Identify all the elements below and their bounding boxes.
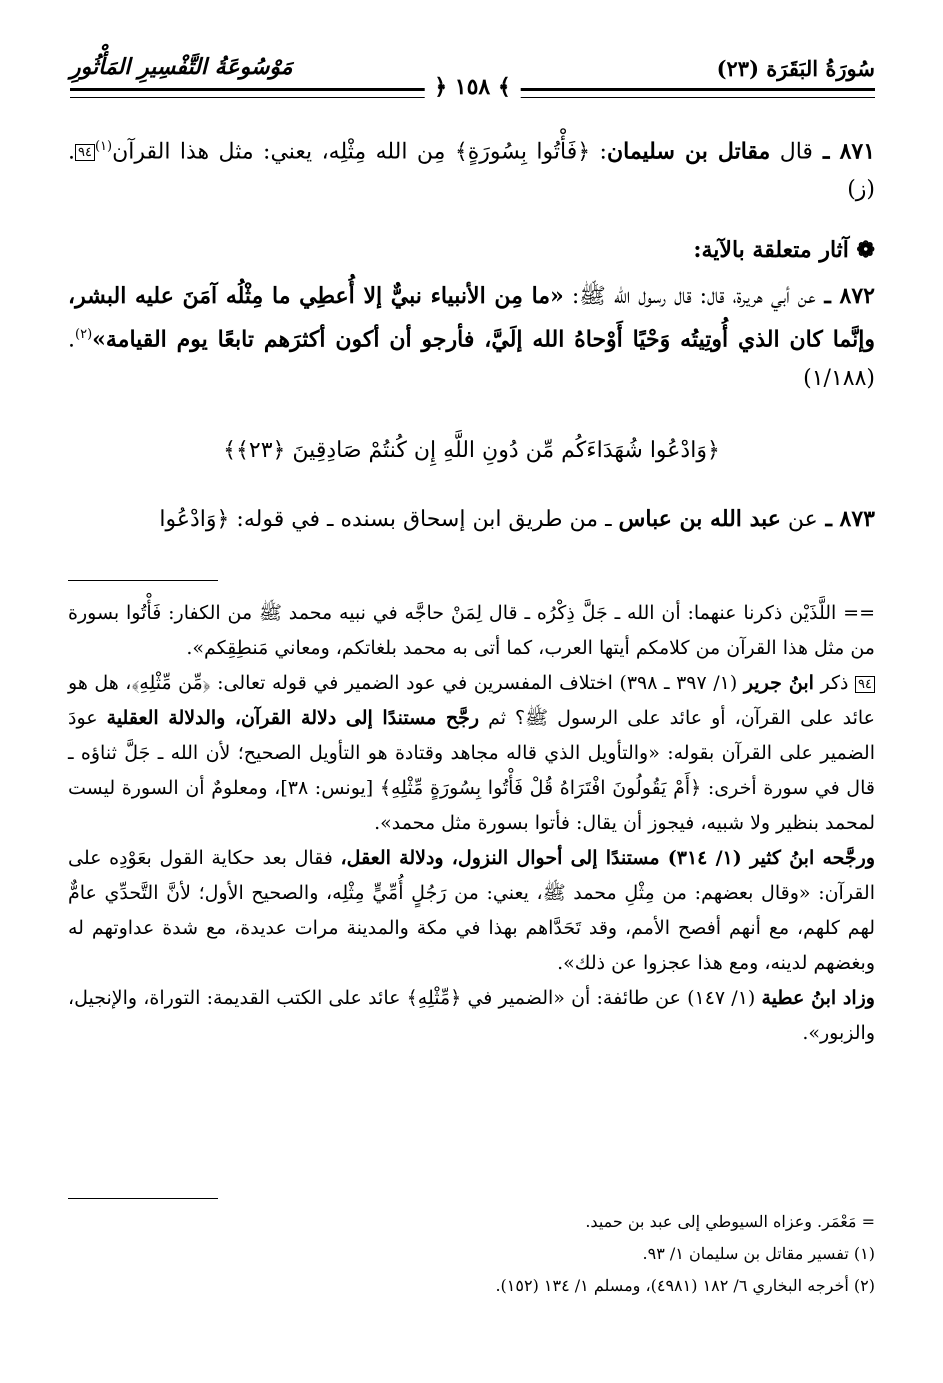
running-header: [70, 50, 875, 110]
footnotes-separator: [68, 1198, 218, 1199]
athar-number: ٨٧١ ـ: [812, 138, 876, 165]
narrator-name: عبد الله بن عباس: [618, 505, 781, 532]
surah-title: سُورَةُ البَقَرَة (٢٣): [716, 56, 875, 81]
comment-tag: ٩٤: [75, 144, 95, 161]
footnote-continuation: = مَعْمَر. وعزاه السيوطي إلى عبد بن حميد.: [585, 1212, 875, 1231]
footnote-1: (١) تفسير مقاتل بن سليمان ١/ ٩٣.: [642, 1244, 875, 1263]
tarjih-statement: ورجَّحه ابنُ كثير (١/ ٣١٤) مستندًا إلى أحوال النزول، ودلالة العقل،: [340, 847, 875, 869]
note-94: ٩٤ ذكر ابنُ جرير (١/ ٣٩٧ ـ ٣٩٨) اختلاف المفسرين في عود الضمير في قوله تعالى: ﴿مِّن مِّثْلِهِ﴾، هل هو عائد على القرآن، أو عائد على الرسول ﷺ؟ ثم رجَّح مستندًا إلى دلالة القرآن، والدلالة العقلية عودَ الضمير على القرآن بقوله: «والتأويل الذي قاله مجاهد وقتادة هو التأويل الصحيح؛ لأن الله ـ جَلَّ ثناؤه ـ قال في سورة أخرى: ﴿أَمْ يَقُولُونَ افْتَرَاهُ قُلْ فَأْتُوا بِسُورَةٍ مِّثْلِهِ﴾ [يونس: ٣٨]، ومعلومٌ أن السورة ليست لمحمد بنظير ولا شبيه، فيجوز أن يقال: فأتوا بسورة مثل محمد».: [68, 672, 875, 834]
main-text: [68, 128, 875, 539]
athar-873: ٨٧٣ ـ عن عبد الله بن عباس ـ من طريق ابن إسحاق بسنده ـ في قوله: ﴿وَادْعُوا: [159, 505, 875, 532]
scholar-name: ابنُ جرير: [743, 672, 814, 694]
note-continuation: == اللَّذَيْن ذكرنا عنهما: أن الله ـ جَلَّ ذِكْرُه ـ قال لِمَنْ حاجَّه في نبيه محمد ﷺ من الكفار: فَأْتُوا بسورة من مثل هذا القرآن من كلامكم أيتها العرب، كما أتى به محمد بلغاتكم، ومعاني مَنطِقِكم».: [68, 602, 875, 659]
section-title: ❁ آثار متعلقة بالآية:: [693, 237, 875, 264]
note-ibn-kathir: ورجَّحه ابنُ كثير (١/ ٣١٤) مستندًا إلى أحوال النزول، ودلالة العقل، فقال بعد حكاية القول بعَوْدِه على القرآن: «وقال بعضهم: من مِثْلِ محمد ﷺ، يعني: من رَجُلٍ أُمِّيٍّ مِثْلِه، والصحيح الأول؛ لأنَّ التَّحدِّي عامٌّ لهم كلهم، مع أنهم أفصح الأمم، وقد تَحَدَّاهم بهذا في مكة والمدينة مرات عديدة، مع شدة عداوتهم له وبغضهم لدينه، ومع هذا عجزوا عن ذلك».: [68, 847, 875, 974]
book-title: مَوْسُوعَةُ التَّفْسِيرِ المَأْثُورِ: [70, 54, 293, 80]
athar-number: ٨٧٢ ـ: [815, 283, 875, 310]
quran-verse: ﴿وَادْعُوا شُهَدَاءَكُم مِّن دُونِ اللَّهِ إِن كُنتُمْ صَادِقِينَ ﴿٢٣﴾﴾: [223, 437, 720, 463]
scholar-name: وزاد ابنُ عطية: [761, 987, 875, 1009]
footnotes: [68, 1206, 875, 1302]
athar-number: ٨٧٣ ـ: [817, 505, 875, 532]
commentary-notes: [68, 596, 875, 1051]
page-number: ﴾ ١٥٨ ﴿: [424, 74, 521, 100]
footnote-2: (٢) أخرجه البخاري ٦/ ١٨٢ (٤٩٨١)، ومسلم ١/ ١٣٤ (١٥٢).: [495, 1276, 875, 1295]
tarjih-statement: رجَّح مستندًا إلى دلالة القرآن، والدلالة العقلية: [106, 707, 480, 729]
narrator-name: مقاتل بن سليمان: [606, 138, 771, 165]
hadith-quote: «ما مِن الأنبياء نبيٌّ إلا أُعطِي ما مِثْلُه آمَنَ عليه البشر، وإنَّما كان الذي أُوتِيتُه وَحْيًا أَوْحاهُ الله إلَيَّ، فأرجو أن أكون أكثرَهم تابعًا يوم القيامة»: [68, 283, 875, 353]
note-ibn-atiyyah: وزاد ابنُ عطية (١/ ١٤٧) عن طائفة: أن «الضمير في ﴿مِّثْلِهِ﴾ عائد على الكتب القديمة: التوراة، والإنجيل، والزبور».: [68, 987, 875, 1044]
athar-871: ٨٧١ ـ قال مقاتل بن سليمان: ﴿فَأْتُوا بِسُورَةٍ﴾ مِن الله مِثْلِه، يعني: مثل هذا القرآن$^{(١)}$٩٤. (ز): [68, 138, 876, 203]
footnote-ref: (٢): [75, 327, 93, 343]
notes-separator: [68, 580, 218, 581]
comment-tag: ٩٤: [855, 676, 875, 693]
footnote-ref: (١): [94, 139, 113, 154]
athar-872: ٨٧٢ ـ عن أبي هريرة، قال: قال رسول الله ﷺ: «ما مِن الأنبياء نبيٌّ إلا أُعطِي ما مِثْلُه آمَنَ عليه البشر، وإنَّما كان الذي أُوتِيتُه وَحْيًا أَوْحاهُ الله إلَيَّ، فأرجو أن أكون أكثرَهم تابعًا يوم القيامة»$^{(٢)}$. (١/١٨٨): [68, 283, 875, 391]
